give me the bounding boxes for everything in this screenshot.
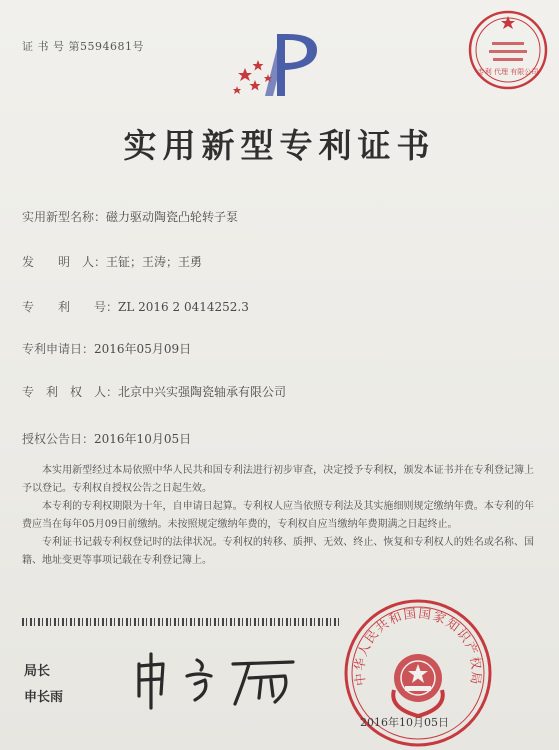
- seal-text: 中华人民共和国国家知识产权局: [351, 605, 485, 687]
- field-label: 发 明 人：: [22, 255, 107, 269]
- agency-seal-text: 专利 代理 有限公司: [477, 68, 539, 76]
- field-label: 实用新型名称：: [22, 210, 107, 224]
- body-paragraph: 本实用新型经过本局依照中华人民共和国专利法进行初步审查，决定授予专利权，颁发本证书并在专利登记簿上予以登记。专利权自授权公告之日起生效。: [22, 465, 534, 494]
- barcode: [22, 618, 342, 626]
- field-value: 磁力驱动陶瓷凸轮转子泵: [106, 210, 239, 224]
- field-label: 专 利 号：: [22, 300, 119, 314]
- field-value: ZL 2016 2 0414252.3: [118, 300, 249, 314]
- field-utility-model-name: [22, 208, 238, 225]
- body-paragraph: 专利证书记载专利权登记时的法律状况。专利权的转移、质押、无效、终止、恢复和专利权人的姓名或名称、国籍、地址变更等事项记载在专利登记簿上。: [22, 537, 534, 566]
- field-application-date: [22, 340, 191, 357]
- field-value: 2016年10月05日: [94, 432, 192, 446]
- field-inventors: [22, 253, 202, 270]
- field-grant-date: [22, 430, 191, 447]
- certificate-title: 实用新型专利证书: [123, 126, 436, 165]
- body-paragraph: 本专利的专利权期限为十年，自申请日起算。专利权人应当依照专利法及其实施细则规定缴纳年费。本专利的年费应当在每年05月09日前缴纳。未按照规定缴纳年费的，专利权自应当缴纳年费期满之日起终止。: [22, 501, 534, 530]
- field-value: 北京中兴实强陶瓷轴承有限公司: [118, 385, 287, 399]
- agency-seal: [466, 8, 550, 92]
- director-title: 局长: [24, 664, 51, 679]
- field-label: 授权公告日：: [22, 432, 95, 446]
- certificate-body: [22, 462, 534, 570]
- field-value: 王钲；王涛；王勇: [106, 255, 203, 269]
- patent-office-logo: [225, 30, 330, 102]
- director-signature: [125, 650, 300, 710]
- field-patentee: [22, 383, 286, 400]
- seal-date: 2016年10月05日: [360, 716, 449, 729]
- field-label: 专 利 权 人：: [22, 385, 119, 399]
- director-name: 申长雨: [24, 690, 64, 705]
- field-patent-number: [22, 298, 249, 315]
- field-value: 2016年05月09日: [94, 342, 192, 356]
- certificate-number: 证 书 号 第5594681号: [22, 40, 144, 53]
- field-label: 专利申请日：: [22, 342, 95, 356]
